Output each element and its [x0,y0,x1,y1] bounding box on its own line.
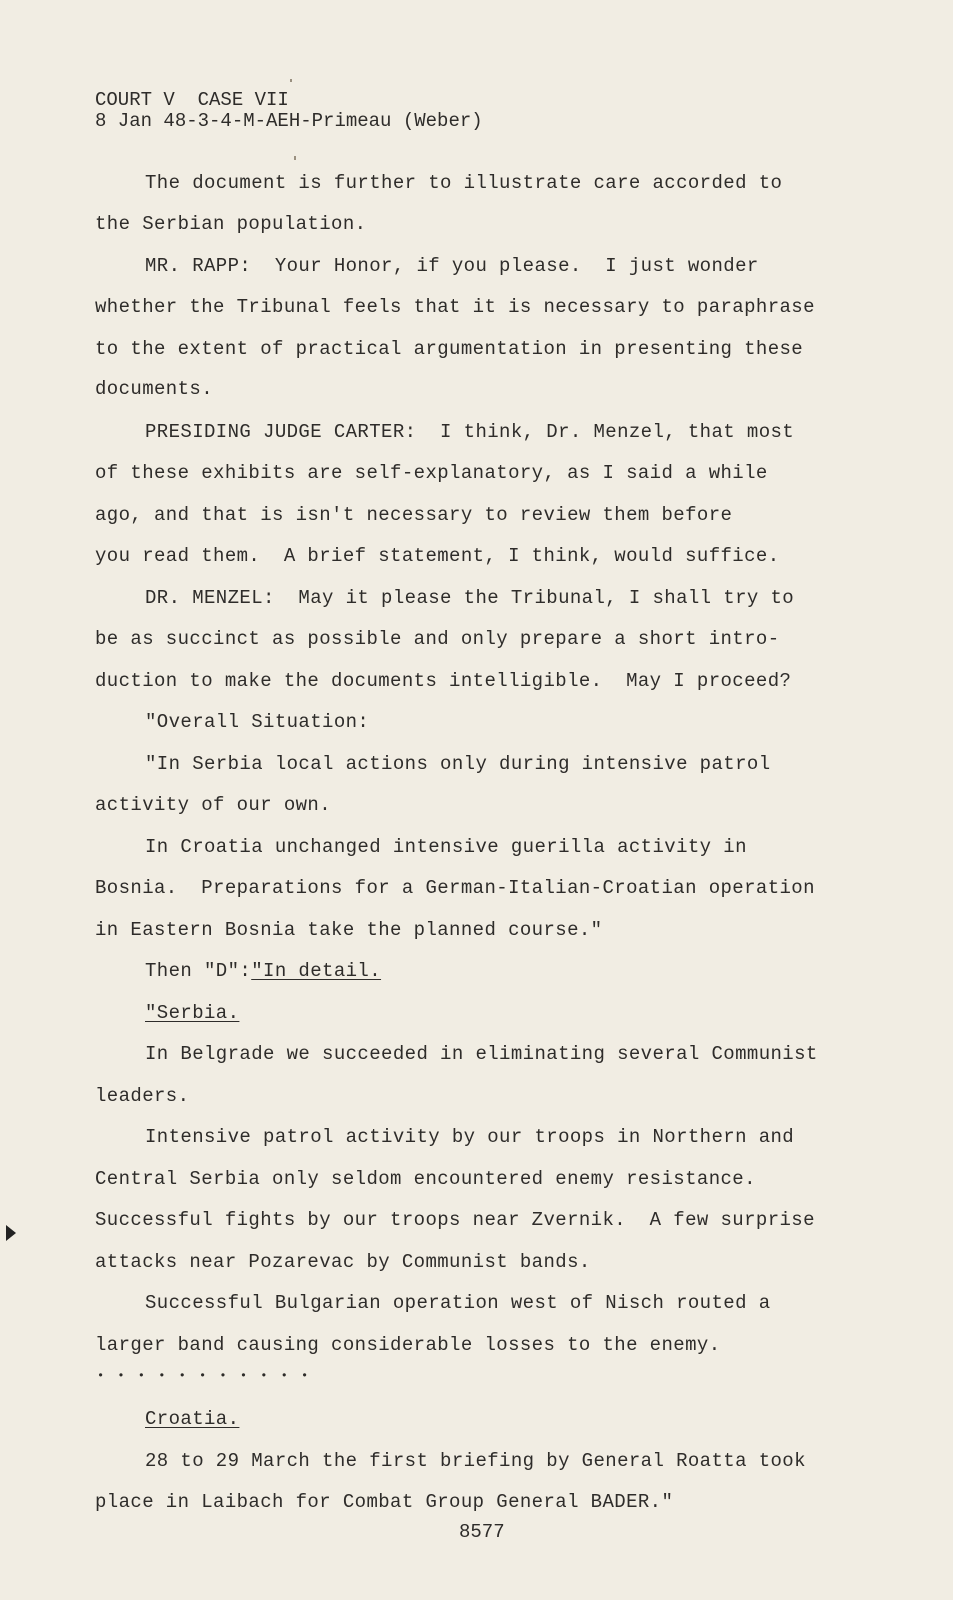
body-line: place in Laibach for Combat Group General BADER." [95,1491,674,1513]
croatia-heading: Croatia. [145,1408,240,1430]
body-line: Successful fights by our troops near Zvernik. A few surprise [95,1209,815,1231]
case-header [95,90,483,132]
speaker-line: PRESIDING JUDGE CARTER: I think, Dr. Menzel, that most [145,421,795,443]
body-line: The document is further to illustrate care accorded to [145,172,783,194]
quote-heading: "Overall Situation: [145,711,370,733]
body-line: leaders. [95,1085,190,1107]
ellipsis-dots: • • • • • • • • • • • [97,1369,312,1383]
binding-edge-mark [6,1225,16,1241]
body-line: be as succinct as possible and only prepare a short intro- [95,628,780,650]
body-line: whether the Tribunal feels that it is necessary to paraphrase [95,296,815,318]
speaker-line: MR. RAPP: Your Honor, if you please. I just wonder [145,255,759,277]
body-line: Bosnia. Preparations for a German-Italian-Croatian operation [95,877,815,899]
detail-line [145,959,381,983]
body-line: activity of our own. [95,794,332,816]
body-line: ago, and that is isn't necessary to review them before [95,504,733,526]
serbia-heading: "Serbia. [145,1002,240,1024]
body-line: documents. [95,378,214,400]
body-line: attacks near Pozarevac by Communist bands. [95,1251,591,1273]
court-case-line: COURT V CASE VII [95,89,289,111]
body-line: duction to make the documents intelligible. May I proceed? [95,670,792,692]
then-d-label: Then "D": [145,960,252,982]
body-line: In Croatia unchanged intensive guerilla activity in [145,836,747,858]
paper-speck [290,79,292,82]
paper-speck [294,156,296,160]
speaker-line: DR. MENZEL: May it please the Tribunal, I shall try to [145,587,795,609]
body-line: 28 to 29 March the first briefing by General Roatta took [145,1450,806,1472]
body-line: to the extent of practical argumentation in presenting these [95,338,804,360]
body-line: "In Serbia local actions only during intensive patrol [145,753,771,775]
body-line: of these exhibits are self-explanatory, as I said a while [95,462,768,484]
body-line: you read them. A brief statement, I think, would suffice. [95,545,780,567]
body-line: in Eastern Bosnia take the planned course." [95,919,603,941]
body-line: Central Serbia only seldom encountered enemy resistance. [95,1168,756,1190]
page-number: 8577 [459,1521,505,1543]
body-line: the Serbian population. [95,213,367,235]
body-line: larger band causing considerable losses to the enemy. [95,1334,721,1356]
body-line: In Belgrade we succeeded in eliminating several Communist [145,1043,818,1065]
body-line: Successful Bulgarian operation west of Nisch routed a [145,1292,771,1314]
in-detail-heading: "In detail. [251,960,382,982]
date-reference-line: 8 Jan 48-3-4-M-AEH-Primeau (Weber) [95,110,483,132]
body-line: Intensive patrol activity by our troops in Northern and [145,1126,795,1148]
